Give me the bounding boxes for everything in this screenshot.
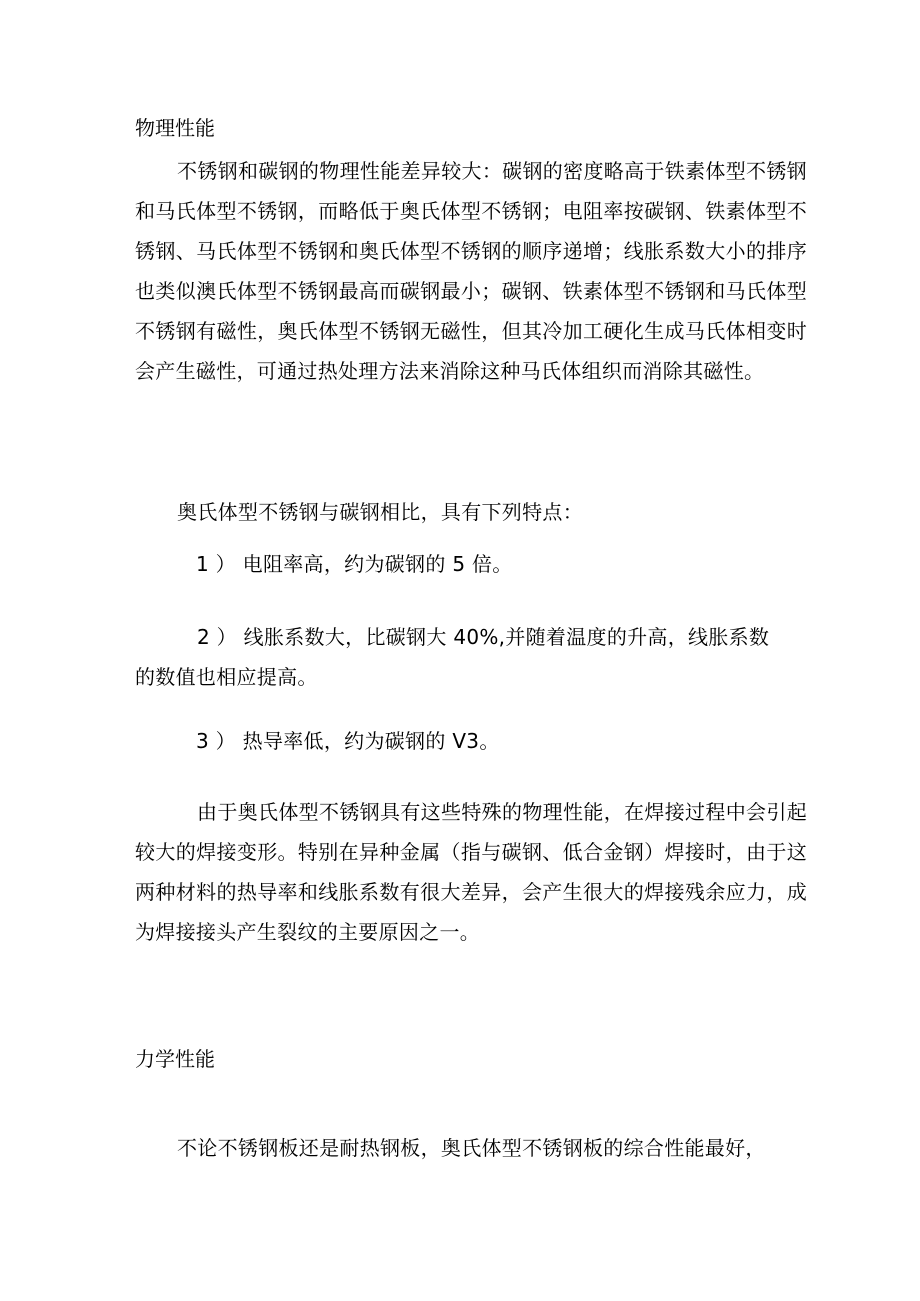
physical-properties-paragraph: 不锈钢和碳钢的物理性能差异较大：碳钢的密度略高于铁素体型不锈钢和马氏体型不锈钢，而略低于奥氏体型不锈钢；电阻率按碳钢、铁素体型不锈钢、马氏体型不锈钢和奥氏体型不锈钢的顺序递增；线胀系数大小的排序也类似澳氏体型不锈钢最高而碳钢最小；碳钢、铁素体型不锈钢和马氏体型不锈钢有磁性，奥氏体型不锈钢无磁性，但其冷加工硬化生成马氏体相变时会产生磁性，可通过热处理方法来消除这种马氏体组织而消除其磁性。 — [135, 159, 807, 383]
list-item-3-marker: 3 ） — [196, 729, 236, 753]
list-item-1 — [196, 552, 513, 576]
comparison-lead-text: 奥氏体型不锈钢与碳钢相比，具有下列特点： — [177, 500, 583, 524]
mechanical-properties-paragraph: 不论不锈钢板还是耐热钢板，奥氏体型不锈钢板的综合性能最好， — [177, 1136, 766, 1160]
list-item-2-first-line — [135, 617, 807, 657]
list-item-3-text: 热导率低，约为碳钢的 V3。 — [242, 729, 500, 753]
list-item-2-continuation: 的数值也相应提高。 — [135, 665, 318, 689]
list-item-2-marker: 2 ） — [197, 625, 237, 649]
welding-effects-paragraph: 由于奥氏体型不锈钢具有这些特殊的物理性能，在焊接过程中会引起较大的焊接变形。特别在异种金属（指与碳钢、低合金钢）焊接时，由于这两种材料的热导率和线胀系数有很大差异，会产生很大的焊接残余应力，成为焊接接头产生裂纹的主要原因之一。 — [135, 800, 807, 944]
list-item-1-text: 电阻率高，约为碳钢的 5 倍。 — [242, 552, 513, 576]
list-item-2-text: 线胀系数大，比碳钢大 40%,并随着温度的升高，线胀系数 — [243, 625, 770, 649]
section-heading-physical-properties: 物理性能 — [135, 116, 215, 140]
list-item-3 — [196, 729, 500, 753]
list-item-1-marker: 1 ） — [196, 552, 236, 576]
list-item-2 — [135, 617, 807, 697]
section-heading-mechanical-properties: 力学性能 — [135, 1047, 215, 1071]
